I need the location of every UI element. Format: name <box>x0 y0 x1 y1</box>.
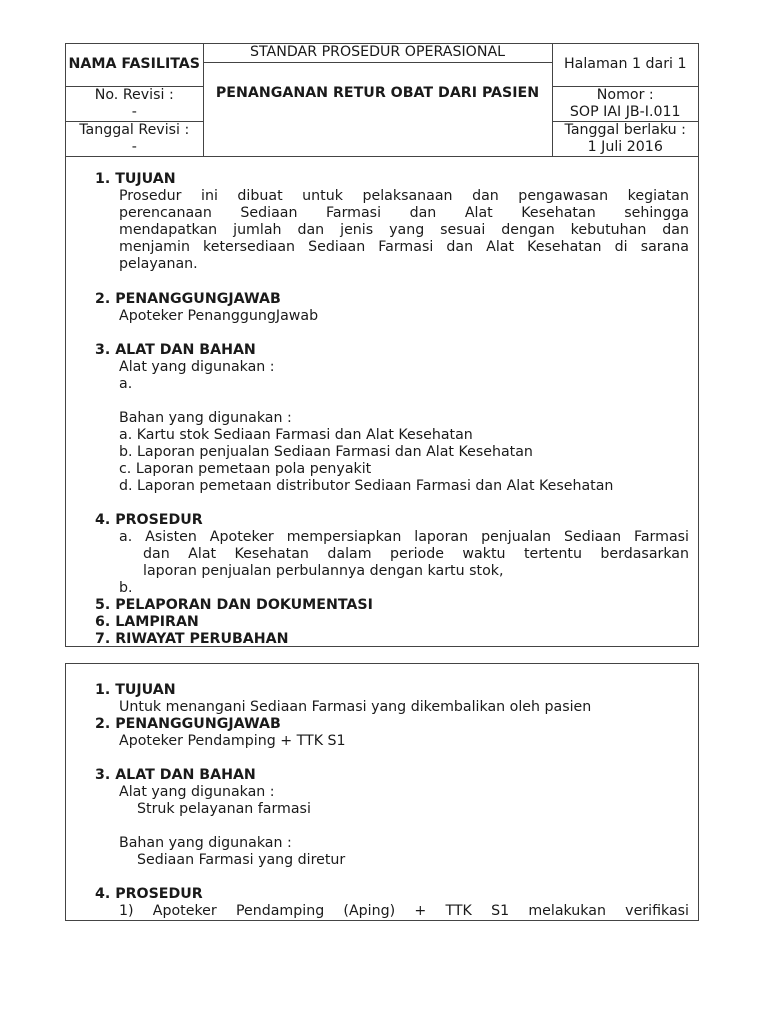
tanggal-revisi-cell <box>66 121 203 156</box>
tanggal-berlaku-cell <box>552 121 698 156</box>
alat-label: Alat yang digunakan : <box>119 784 275 800</box>
tujuan-line: mendapatkan jumlah dan jenis yang sesuai dengan kebutuhan dan <box>119 222 689 238</box>
section-heading-alat-bahan: 3. ALAT DAN BAHAN <box>95 767 256 783</box>
section-heading-prosedur: 4. PROSEDUR <box>95 886 203 902</box>
no-revisi-label: No. Revisi : <box>94 86 174 103</box>
alat-item: Struk pelayanan farmasi <box>137 801 311 817</box>
section-heading-riwayat: 7. RIWAYAT PERUBAHAN <box>95 631 289 647</box>
nomor-label: Nomor : <box>596 86 654 103</box>
sop-header-table <box>66 44 698 157</box>
bahan-label: Bahan yang digunakan : <box>119 835 292 851</box>
tujuan-line: Prosedur ini dibuat untuk pelaksanaan dan pengawasan kegiatan <box>119 188 689 204</box>
nomor-value: SOP IAI JB-I.011 <box>569 103 681 120</box>
bahan-item: Sediaan Farmasi yang diretur <box>137 852 346 868</box>
alat-item: a. <box>119 376 133 392</box>
section-heading-penanggungjawab: 2. PENANGGUNGJAWAB <box>95 716 281 732</box>
bahan-item: d. Laporan pemetaan distributor Sediaan Farmasi dan Alat Kesehatan <box>119 478 614 494</box>
bahan-item: c. Laporan pemetaan pola penyakit <box>119 461 372 477</box>
nomor-cell <box>552 86 698 121</box>
tujuan-line: pelayanan. <box>119 256 198 272</box>
bahan-item: b. Laporan penjualan Sediaan Farmasi dan Alat Kesehatan <box>119 444 533 460</box>
bahan-item: a. Kartu stok Sediaan Farmasi dan Alat Kesehatan <box>119 427 473 443</box>
section-heading-prosedur: 4. PROSEDUR <box>95 512 203 528</box>
tujuan-line: perencanaan Sediaan Farmasi dan Alat Kesehatan sehingga <box>119 205 689 221</box>
tanggal-berlaku-value: 1 Juli 2016 <box>587 138 663 155</box>
sop-title: STANDAR PROSEDUR OPERASIONAL <box>204 44 552 63</box>
tujuan-line: menjamin ketersediaan Sediaan Farmasi dan Alat Kesehatan di sarana <box>119 239 689 255</box>
section-heading-tujuan: 1. TUJUAN <box>95 171 176 187</box>
penanggungjawab-text: Apoteker Pendamping + TTK S1 <box>119 733 346 749</box>
bahan-label: Bahan yang digunakan : <box>119 410 292 426</box>
tanggal-revisi-label: Tanggal Revisi : <box>79 121 190 138</box>
prosedur-line: laporan penjualan perbulannya dengan kartu stok, <box>143 563 504 579</box>
section-heading-lampiran: 6. LAMPIRAN <box>95 614 199 630</box>
halaman-cell: Halaman 1 dari 1 <box>552 44 698 86</box>
tujuan-text: Untuk menangani Sediaan Farmasi yang dikembalikan oleh pasien <box>119 699 592 715</box>
section-heading-tujuan: 1. TUJUAN <box>95 682 176 698</box>
sop-document-frame-2 <box>65 663 699 921</box>
prosedur-line: a. Asisten Apoteker mempersiapkan laporan penjualan Sediaan Farmasi <box>119 529 689 545</box>
sop-title-cell <box>203 44 552 156</box>
section-heading-alat-bahan: 3. ALAT DAN BAHAN <box>95 342 256 358</box>
section-heading-penanggungjawab: 2. PENANGGUNGJAWAB <box>95 291 281 307</box>
sop-document-frame <box>65 43 699 647</box>
alat-label: Alat yang digunakan : <box>119 359 275 375</box>
tanggal-revisi-value: - <box>131 138 137 155</box>
document-title: PENANGANAN RETUR OBAT DARI PASIEN <box>215 85 540 101</box>
nama-fasilitas-cell: NAMA FASILITAS <box>66 44 203 86</box>
prosedur-line: 1) Apoteker Pendamping (Aping) + TTK S1 melakukan verifikasi <box>119 903 689 919</box>
prosedur-line: dan Alat Kesehatan dalam periode waktu tertentu berdasarkan <box>143 546 689 562</box>
penanggungjawab-text: Apoteker PenanggungJawab <box>119 308 319 324</box>
no-revisi-value: - <box>131 103 137 120</box>
tanggal-berlaku-label: Tanggal berlaku : <box>564 121 686 138</box>
prosedur-item-b: b. <box>119 580 133 596</box>
section-heading-pelaporan: 5. PELAPORAN DAN DOKUMENTASI <box>95 597 373 613</box>
no-revisi-cell <box>66 86 203 121</box>
